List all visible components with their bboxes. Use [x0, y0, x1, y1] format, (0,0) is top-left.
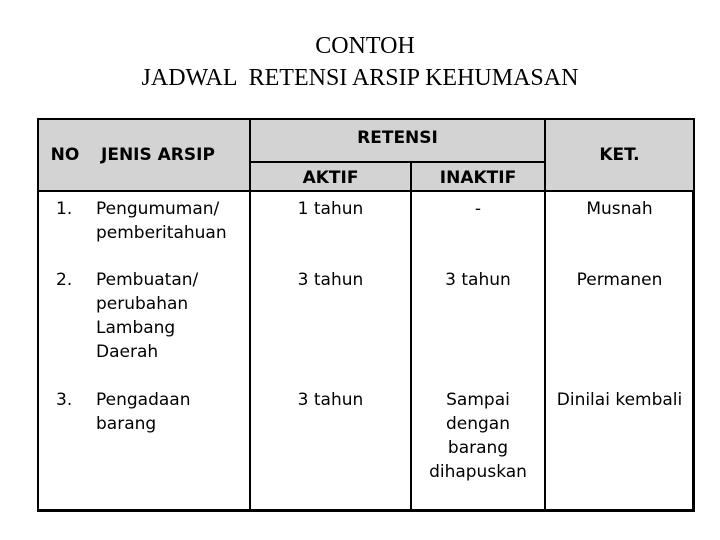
- row3-jenis: Pengadaan barang: [96, 390, 191, 434]
- row2-jenis: Pembuatan/ perubahan Lambang Daerah: [96, 270, 199, 362]
- row3-inaktif: Sampai dengan barang dihapuskan: [429, 390, 527, 482]
- header-jenis-arsip: JENIS ARSIP: [101, 145, 215, 165]
- row1-aktif: 1 tahun: [297, 199, 364, 219]
- divider-inaktif-ket: [544, 120, 546, 512]
- row1-no: 1.: [56, 199, 73, 219]
- divider-retensi-sub: [249, 161, 546, 163]
- row1-inaktif: -: [474, 199, 482, 219]
- title-line-1: CONTOH: [315, 33, 415, 59]
- row2-ket: Permanen: [576, 270, 663, 290]
- header-aktif: AKTIF: [302, 168, 359, 188]
- row2-no: 2.: [56, 270, 73, 290]
- divider-header-bottom: [39, 190, 693, 192]
- row1-jenis: Pengumuman/ pemberitahuan: [96, 199, 227, 243]
- row1-ket: Musnah: [586, 199, 653, 219]
- header-retensi: RETENSI: [357, 128, 438, 148]
- retention-table: [37, 118, 695, 512]
- row2-inaktif: 3 tahun: [445, 270, 511, 290]
- title-line-2: JADWAL RETENSI ARSIP KEHUMASAN: [141, 65, 579, 91]
- row3-aktif: 3 tahun: [297, 390, 364, 410]
- row2-aktif: 3 tahun: [297, 270, 364, 290]
- header-inaktif: INAKTIF: [439, 168, 517, 188]
- header-ket: KET.: [599, 145, 640, 165]
- header-no: NO: [50, 145, 80, 165]
- row3-ket: Dinilai kembali: [556, 390, 683, 410]
- row3-no: 3.: [56, 390, 73, 410]
